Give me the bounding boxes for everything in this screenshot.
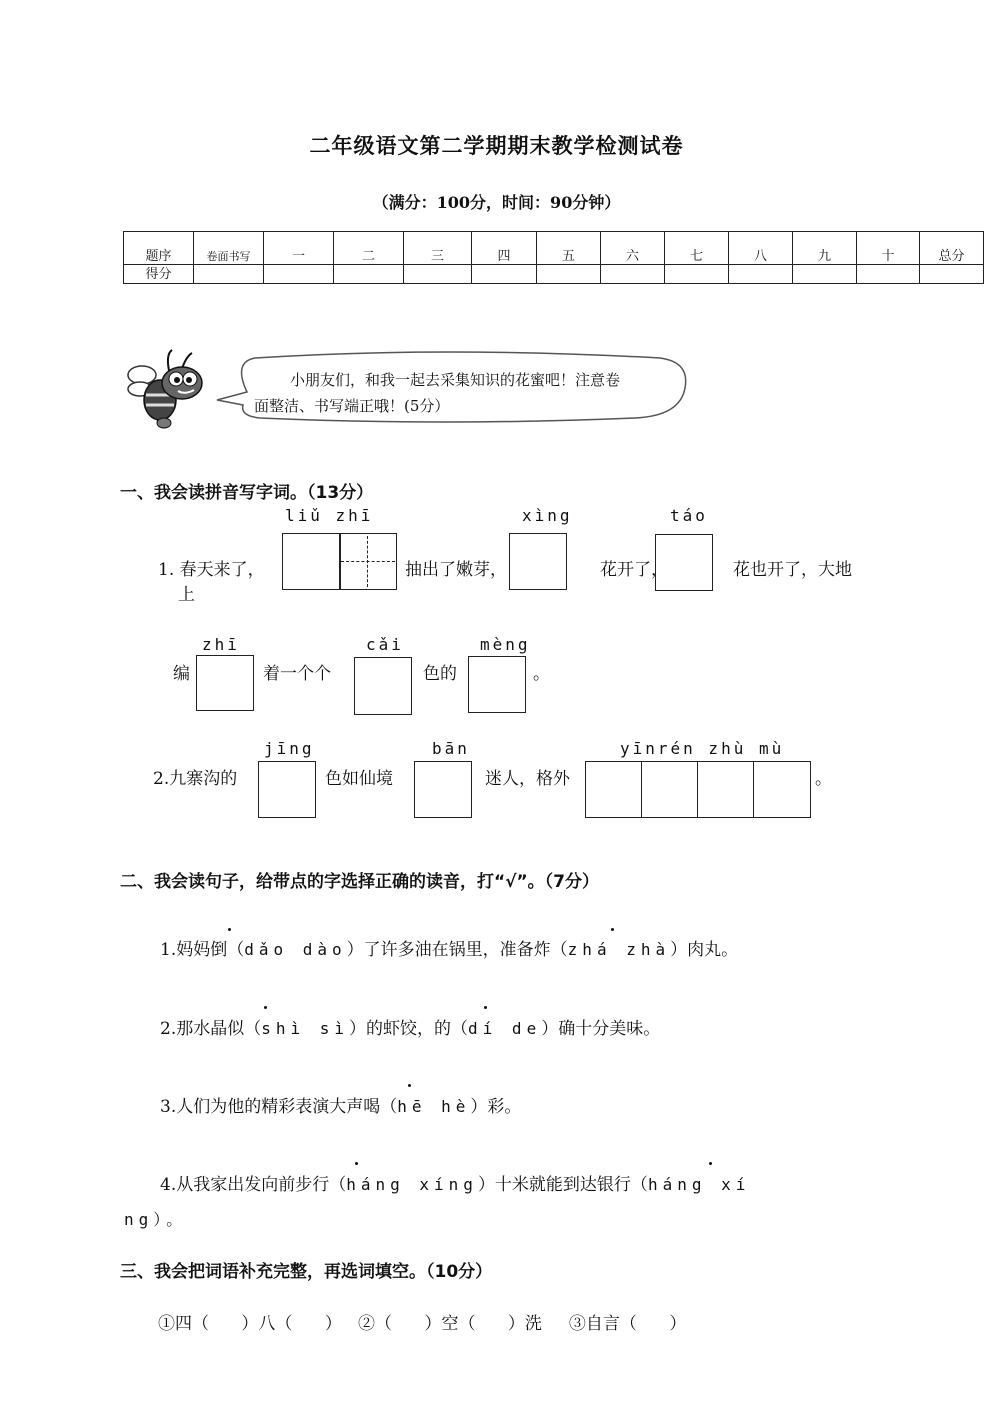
section-2-heading: 二、我会读句子，给带点的字选择正确的读音，打“√”。（7分） bbox=[120, 872, 600, 892]
score-cell[interactable] bbox=[793, 265, 857, 284]
emphasis-dot bbox=[355, 1162, 358, 1165]
q1-text-9: 。 bbox=[533, 664, 550, 684]
s2-q2 bbox=[160, 1014, 660, 1039]
page-subtitle: （满分：100分，时间：90分钟） bbox=[372, 193, 621, 212]
s2-q1-part: 1.妈妈倒（ bbox=[160, 940, 245, 960]
table-cell: 五 bbox=[537, 232, 601, 265]
q1-text-3: 花开了， bbox=[600, 560, 668, 580]
emphasis-dot bbox=[228, 928, 231, 931]
s2-q4-wrap: ng）。 bbox=[124, 1210, 188, 1229]
s2-q4-options-b[interactable]: háng xí bbox=[647, 1175, 751, 1194]
answer-box[interactable] bbox=[414, 761, 472, 818]
pinyin-zhi: zhī bbox=[202, 635, 240, 654]
pinyin-yinren-zhumu: yīnrén zhù mù bbox=[620, 739, 785, 758]
table-cell: 总分 bbox=[920, 232, 984, 265]
q1-text-1: 1. 春天来了， bbox=[158, 560, 265, 580]
table-cell: 八 bbox=[729, 232, 793, 265]
q2-text-3: 迷人，格外 bbox=[485, 769, 570, 789]
section-1-heading: 一、我会读拼音写字词。（13分） bbox=[120, 483, 374, 503]
s2-q4-part: 4.从我家出发向前步行（ bbox=[160, 1175, 347, 1195]
s2-q2-options-b[interactable]: dí de bbox=[468, 1019, 542, 1038]
s2-q4 bbox=[160, 1170, 750, 1195]
s2-q3-part: 3.人们为他的精彩表演大声喝（ bbox=[160, 1097, 398, 1117]
s2-q1 bbox=[160, 935, 738, 960]
s2-q2-part: 2.那水晶似（ bbox=[160, 1019, 262, 1039]
bubble-line-2: 面整洁、书写端正哦！(5分） bbox=[254, 397, 450, 415]
pinyin-cai: cǎi bbox=[366, 635, 404, 654]
s2-q1-options-a[interactable]: dǎo dào bbox=[244, 940, 347, 959]
q1-text-4: 花也开了，大地 bbox=[733, 560, 852, 580]
score-cell[interactable] bbox=[729, 265, 793, 284]
q1-text-2: 抽出了嫩芽， bbox=[405, 560, 507, 580]
answer-box[interactable] bbox=[196, 655, 254, 711]
emphasis-dot bbox=[709, 1162, 712, 1165]
score-cell[interactable] bbox=[665, 265, 729, 284]
emphasis-dot bbox=[611, 928, 614, 931]
table-cell: 四 bbox=[472, 232, 537, 265]
table-cell: 七 bbox=[665, 232, 729, 265]
section-3-heading: 三、我会把词语补充完整，再选词填空。（10分） bbox=[120, 1262, 493, 1282]
s2-q3-part: ）彩。 bbox=[470, 1097, 522, 1117]
answer-box[interactable] bbox=[282, 533, 397, 590]
q1-text-8: 色的 bbox=[423, 664, 457, 684]
score-cell[interactable] bbox=[857, 265, 920, 284]
q1-text-5: 上 bbox=[178, 585, 195, 605]
answer-box[interactable] bbox=[655, 534, 713, 591]
emphasis-dot bbox=[408, 1084, 411, 1087]
pinyin-liuzhi: liǔ zhī bbox=[285, 506, 374, 525]
table-cell: 九 bbox=[793, 232, 857, 265]
pinyin-jing: jīng bbox=[264, 739, 315, 758]
pinyin-tao: táo bbox=[670, 506, 708, 525]
table-cell: 一 bbox=[264, 232, 334, 265]
s2-q1-options-b[interactable]: zhá zhà bbox=[567, 940, 671, 959]
s2-q3-options[interactable]: hē hè bbox=[397, 1097, 471, 1116]
q1-text-6: 编 bbox=[173, 664, 190, 684]
q1-text-7: 着一个个 bbox=[263, 664, 331, 684]
s2-q1-part: ）了许多油在锅里，准备炸（ bbox=[346, 940, 568, 960]
bubble-line-1: 小朋友们，和我一起去采集知识的花蜜吧！注意卷 bbox=[290, 371, 621, 389]
pinyin-xing: xìng bbox=[522, 506, 573, 525]
table-cell: 得分 bbox=[124, 265, 194, 284]
table-cell: 卷面书写 bbox=[194, 232, 264, 265]
q2-text-1: 2.九寨沟的 bbox=[153, 769, 238, 789]
s2-q3 bbox=[160, 1092, 521, 1117]
s3-fill-line[interactable]: ①四（ ）八（ ） ②（ ）空（ ）洗 ③自言（ ） bbox=[158, 1314, 687, 1334]
table-cell: 三 bbox=[404, 232, 472, 265]
pinyin-meng: mèng bbox=[480, 635, 531, 654]
score-cell[interactable] bbox=[194, 265, 264, 284]
score-cell[interactable] bbox=[601, 265, 665, 284]
answer-box[interactable] bbox=[641, 761, 698, 818]
q2-text-4: 。 bbox=[815, 769, 832, 789]
s2-q4-options-a[interactable]: háng xíng bbox=[346, 1175, 478, 1194]
score-table-header-row bbox=[124, 232, 984, 265]
score-cell[interactable] bbox=[472, 265, 537, 284]
score-cell[interactable] bbox=[920, 265, 984, 284]
emphasis-dot bbox=[264, 1006, 267, 1009]
s2-q1-part: ）肉丸。 bbox=[670, 940, 739, 960]
score-table-score-row bbox=[124, 265, 984, 284]
score-cell[interactable] bbox=[537, 265, 601, 284]
s2-q4-part: ）十米就能到达银行（ bbox=[477, 1175, 648, 1195]
answer-box[interactable] bbox=[585, 761, 642, 818]
score-cell[interactable] bbox=[334, 265, 404, 284]
score-table bbox=[123, 231, 984, 284]
answer-box[interactable] bbox=[258, 761, 316, 818]
table-cell: 六 bbox=[601, 232, 665, 265]
pinyin-ban: bān bbox=[432, 739, 470, 758]
answer-box[interactable] bbox=[509, 533, 567, 590]
page-title: 二年级语文第二学期期末教学检测试卷 bbox=[309, 133, 684, 158]
score-cell[interactable] bbox=[404, 265, 472, 284]
bee-icon bbox=[120, 345, 215, 435]
answer-box[interactable] bbox=[354, 657, 412, 715]
score-cell[interactable] bbox=[264, 265, 334, 284]
emphasis-dot bbox=[484, 1006, 487, 1009]
answer-box[interactable] bbox=[468, 656, 526, 713]
table-cell: 十 bbox=[857, 232, 920, 265]
table-cell: 题序 bbox=[124, 232, 194, 265]
answer-box[interactable] bbox=[753, 761, 811, 818]
table-cell: 二 bbox=[334, 232, 404, 265]
q2-text-2: 色如仙境 bbox=[325, 769, 393, 789]
s2-q2-part: ）的虾饺，的（ bbox=[349, 1019, 469, 1039]
s2-q2-part: ）确十分美味。 bbox=[541, 1019, 661, 1039]
s2-q2-options-a[interactable]: shì sì bbox=[261, 1019, 350, 1038]
answer-box[interactable] bbox=[697, 761, 754, 818]
